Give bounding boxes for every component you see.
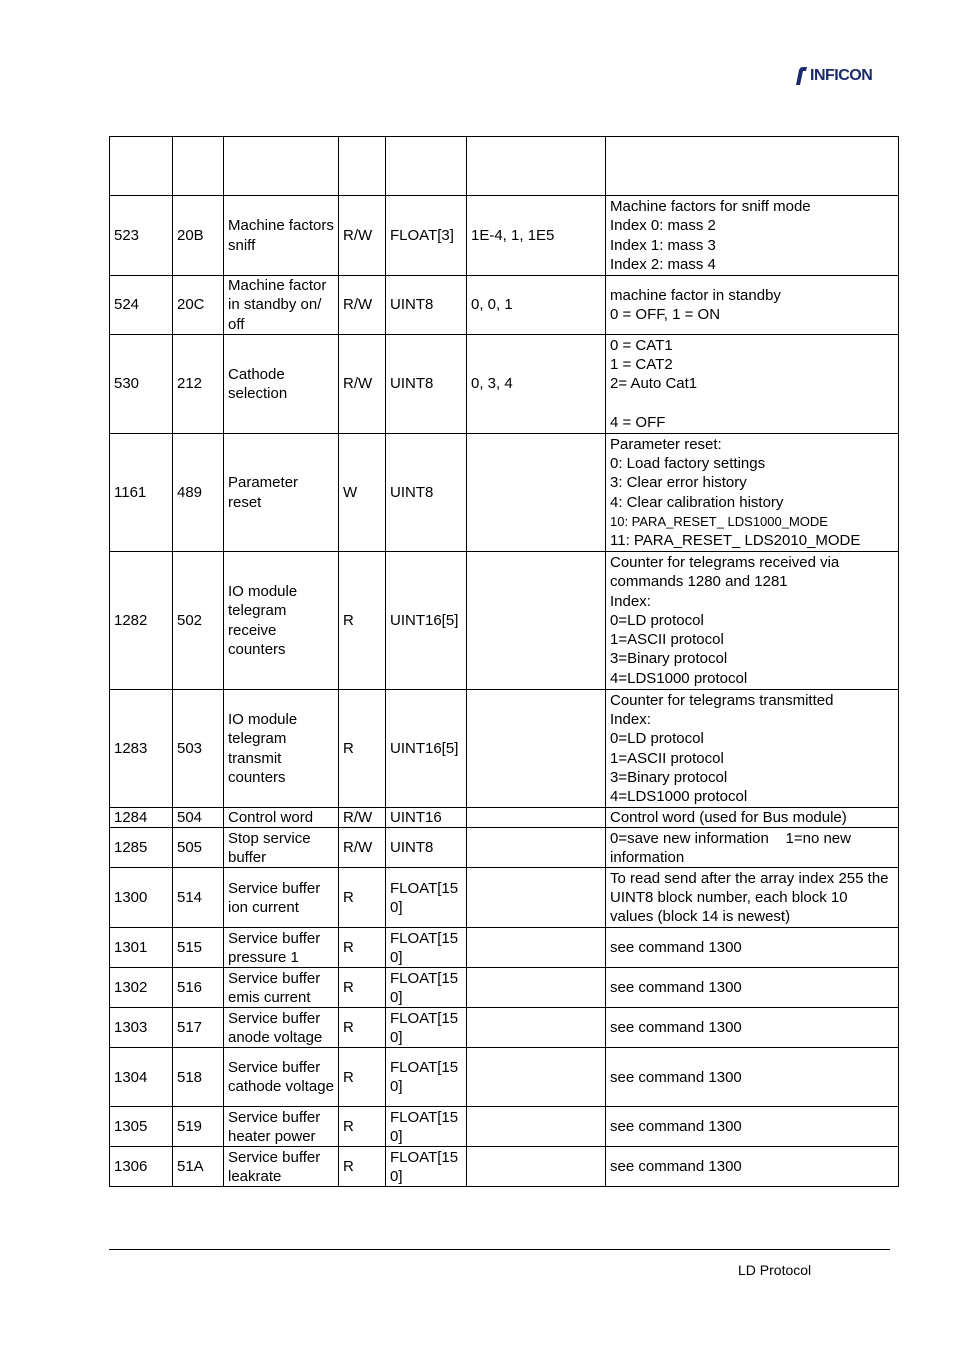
cell-type: FLOAT[150]	[386, 1147, 467, 1187]
cell-access	[339, 137, 386, 196]
cell-type: FLOAT[150]	[386, 868, 467, 928]
cell-range	[467, 968, 606, 1008]
description-line: Index 0: mass 2	[610, 217, 716, 235]
cell-range	[467, 1147, 606, 1187]
cell-hex: 517	[173, 1008, 224, 1048]
table-row	[110, 1147, 899, 1187]
cell-range	[467, 1008, 606, 1048]
cell-name: Service buffer pressure 1	[224, 928, 339, 968]
description-line: Counter for telegrams transmitted	[610, 691, 834, 709]
cell-name: Service buffer heater power	[224, 1107, 339, 1147]
description-line: Index:	[610, 711, 651, 729]
cell-name: Service buffer anode voltage	[224, 1008, 339, 1048]
description-line: see command 1300	[610, 939, 742, 957]
description-line: see command 1300	[610, 979, 742, 997]
cell-name: IO module telegram receive counters	[224, 552, 339, 690]
cell-range: 0, 3, 4	[467, 335, 606, 434]
table-row	[110, 1107, 899, 1147]
description-line: see command 1300	[610, 1068, 742, 1086]
description-line: 0=LD protocol	[610, 730, 704, 748]
cell-access: R	[339, 1147, 386, 1187]
description-line: Control word (used for Bus module)	[610, 809, 847, 826]
table-row	[110, 808, 899, 828]
cell-type: UINT8	[386, 276, 467, 335]
cell-description	[606, 690, 899, 808]
table-row	[110, 196, 899, 276]
cell-access: R/W	[339, 196, 386, 276]
cell-type	[386, 137, 467, 196]
description-line: Parameter reset:	[610, 435, 722, 453]
inficon-logo	[794, 66, 872, 86]
cell-name: Parameter reset	[224, 434, 339, 552]
cell-description	[606, 434, 899, 552]
description-line: Index:	[610, 592, 651, 610]
cell-command	[110, 137, 173, 196]
cell-description	[606, 1107, 899, 1147]
cell-command: 1303	[110, 1008, 173, 1048]
cell-access: R	[339, 1048, 386, 1107]
cell-range	[467, 1048, 606, 1107]
table-row	[110, 928, 899, 968]
cell-hex: 51A	[173, 1147, 224, 1187]
cell-name: Cathode selection	[224, 335, 339, 434]
description-line: To read send after the array index 255 the UINT8 block number, each block 10 values (block 14 is newest)	[610, 869, 889, 926]
cell-access: R	[339, 928, 386, 968]
cell-type: FLOAT[3]	[386, 196, 467, 276]
table-row	[110, 335, 899, 434]
cell-hex: 502	[173, 552, 224, 690]
cell-name: Stop service buffer	[224, 828, 339, 868]
cell-range	[467, 868, 606, 928]
description-line	[610, 394, 894, 413]
description-line: 4 = OFF	[610, 413, 666, 431]
table-row	[110, 552, 899, 690]
cell-hex	[173, 137, 224, 196]
cell-range	[467, 928, 606, 968]
cell-description	[606, 868, 899, 928]
logo-text: INFICON	[810, 67, 873, 84]
description-line: 10: PARA_RESET_ LDS1000_MODE	[610, 513, 828, 529]
cell-description	[606, 928, 899, 968]
cell-type: FLOAT[150]	[386, 1048, 467, 1107]
description-line: Machine factors for sniff mode	[610, 198, 811, 216]
cell-range	[467, 1107, 606, 1147]
cell-access: R	[339, 690, 386, 808]
cell-range: 1E-4, 1, 1E5	[467, 196, 606, 276]
cell-hex: 519	[173, 1107, 224, 1147]
description-line: 0=save new information 1=no new information	[610, 829, 856, 866]
cell-command: 1306	[110, 1147, 173, 1187]
description-line: see command 1300	[610, 1019, 742, 1037]
cell-access: R/W	[339, 808, 386, 828]
cell-type: FLOAT[150]	[386, 968, 467, 1008]
description-line: see command 1300	[610, 1158, 742, 1176]
cell-description	[606, 968, 899, 1008]
description-line: 0: Load factory settings	[610, 455, 766, 473]
table-row	[110, 868, 899, 928]
cell-access: R/W	[339, 335, 386, 434]
description-line: 4=LDS1000 protocol	[610, 669, 748, 687]
description-line: 11: PARA_RESET_ LDS2010_MODE	[610, 531, 861, 549]
cell-hex: 503	[173, 690, 224, 808]
cell-description	[606, 1008, 899, 1048]
cell-description	[606, 1048, 899, 1107]
cell-access: R	[339, 968, 386, 1008]
cell-command: 524	[110, 276, 173, 335]
cell-access: W	[339, 434, 386, 552]
description-line: machine factor in standby	[610, 286, 781, 304]
cell-range	[467, 690, 606, 808]
cell-range	[467, 137, 606, 196]
cell-command: 1285	[110, 828, 173, 868]
parameter-table	[109, 136, 899, 1187]
description-line: 0=LD protocol	[610, 611, 704, 629]
cell-name: Service buffer leakrate	[224, 1147, 339, 1187]
cell-type: FLOAT[150]	[386, 1008, 467, 1048]
cell-name: Service buffer cathode voltage	[224, 1048, 339, 1107]
cell-access: R/W	[339, 828, 386, 868]
cell-access: R	[339, 1107, 386, 1147]
cell-access: R/W	[339, 276, 386, 335]
table-row	[110, 434, 899, 552]
cell-name: Machine factor in standby on/ off	[224, 276, 339, 335]
cell-hex: 20C	[173, 276, 224, 335]
cell-command: 1283	[110, 690, 173, 808]
table-row	[110, 828, 899, 868]
cell-hex: 515	[173, 928, 224, 968]
footer-text: LD Protocol	[738, 1262, 812, 1278]
cell-hex: 514	[173, 868, 224, 928]
cell-description	[606, 335, 899, 434]
description-line: 3: Clear error history	[610, 474, 747, 492]
cell-type: FLOAT[150]	[386, 928, 467, 968]
footer-divider	[109, 1249, 890, 1250]
cell-name: Machine factors sniff	[224, 196, 339, 276]
table-row	[110, 276, 899, 335]
cell-command: 1302	[110, 968, 173, 1008]
description-line: Index 2: mass 4	[610, 255, 716, 273]
cell-command: 523	[110, 196, 173, 276]
description-line: 2= Auto Cat1	[610, 375, 698, 393]
cell-command: 1305	[110, 1107, 173, 1147]
cell-description	[606, 828, 899, 868]
cell-hex: 489	[173, 434, 224, 552]
description-line: 0 = OFF, 1 = ON	[610, 306, 721, 323]
cell-command: 1300	[110, 868, 173, 928]
table-row	[110, 137, 899, 196]
cell-hex: 516	[173, 968, 224, 1008]
cell-command: 1161	[110, 434, 173, 552]
cell-description	[606, 276, 899, 335]
cell-hex: 20B	[173, 196, 224, 276]
cell-name: Service buffer emis current	[224, 968, 339, 1008]
cell-command: 1284	[110, 808, 173, 828]
table-row	[110, 1008, 899, 1048]
cell-range	[467, 808, 606, 828]
cell-access: R	[339, 868, 386, 928]
cell-type: UINT8	[386, 335, 467, 434]
cell-range: 0, 0, 1	[467, 276, 606, 335]
cell-type: FLOAT[150]	[386, 1107, 467, 1147]
table-row	[110, 1048, 899, 1107]
cell-access: R	[339, 1008, 386, 1048]
cell-name: IO module telegram transmit counters	[224, 690, 339, 808]
cell-command: 530	[110, 335, 173, 434]
table-row	[110, 690, 899, 808]
cell-range	[467, 552, 606, 690]
cell-type: UINT8	[386, 828, 467, 868]
inficon-mark-icon	[794, 66, 808, 86]
cell-access: R	[339, 552, 386, 690]
cell-range	[467, 434, 606, 552]
cell-name: Control word	[224, 808, 339, 828]
cell-hex: 212	[173, 335, 224, 434]
cell-description	[606, 137, 899, 196]
description-line: 1 = CAT2	[610, 356, 673, 374]
cell-description	[606, 552, 899, 690]
description-line: 3=Binary protocol	[610, 768, 728, 786]
cell-command: 1304	[110, 1048, 173, 1107]
description-line: 3=Binary protocol	[610, 650, 728, 668]
cell-command: 1282	[110, 552, 173, 690]
cell-name	[224, 137, 339, 196]
description-line: Index 1: mass 3	[610, 236, 716, 254]
cell-type: UINT16[5]	[386, 690, 467, 808]
description-line: 4=LDS1000 protocol	[610, 787, 748, 805]
description-line: Counter for telegrams received via commands 1280 and 1281	[610, 554, 840, 591]
description-line: see command 1300	[610, 1118, 742, 1136]
cell-hex: 504	[173, 808, 224, 828]
cell-name: Service buffer ion current	[224, 868, 339, 928]
description-line: 0 = CAT1	[610, 336, 673, 354]
cell-type: UINT8	[386, 434, 467, 552]
description-line: 4: Clear calibration history	[610, 493, 784, 511]
cell-command: 1301	[110, 928, 173, 968]
cell-description	[606, 196, 899, 276]
cell-type: UINT16	[386, 808, 467, 828]
cell-description	[606, 1147, 899, 1187]
cell-range	[467, 828, 606, 868]
cell-hex: 518	[173, 1048, 224, 1107]
description-line: 1=ASCII protocol	[610, 631, 724, 649]
cell-description	[606, 808, 899, 828]
cell-hex: 505	[173, 828, 224, 868]
description-line: 1=ASCII protocol	[610, 749, 724, 767]
cell-type: UINT16[5]	[386, 552, 467, 690]
table-row	[110, 968, 899, 1008]
